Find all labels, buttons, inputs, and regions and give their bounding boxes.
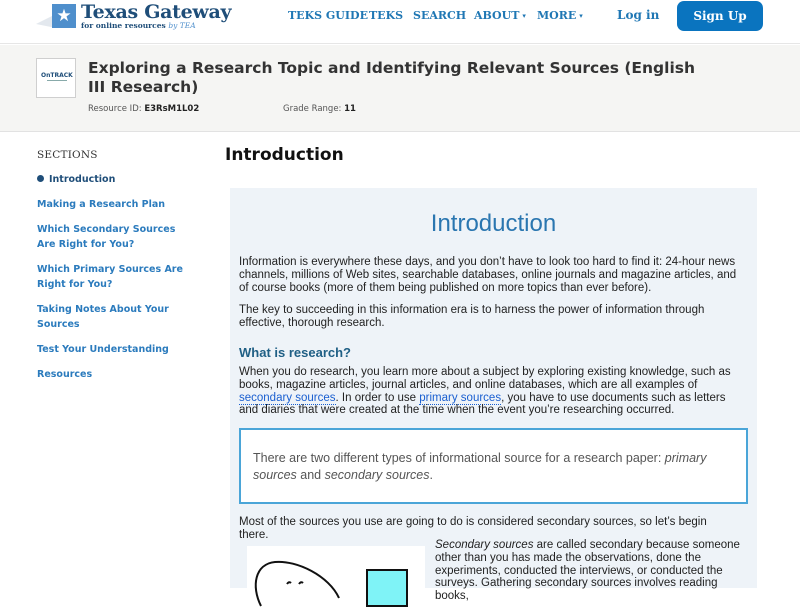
cartoon-drawing	[247, 546, 425, 606]
resource-id: Resource ID: E3RsM1L02	[88, 104, 200, 114]
nav-teks-guide[interactable]: TEKS GUIDE	[288, 9, 368, 22]
nav-more[interactable]: MORE ▾	[537, 9, 583, 22]
texas-gateway-logo[interactable]	[34, 1, 232, 32]
intro-paragraph-1: Information is everywhere these days, and you don’t have to look too hard to find it: 24-hour news channels, millions of Web sites, searchable databases, online journals and magazine articles, and of course books (more of them being published on more topics than ever before).	[239, 256, 737, 294]
page-title: Introduction	[225, 145, 344, 165]
sidebar-item-primary-sources[interactable]: Which Primary Sources Are Right for You?	[37, 264, 183, 290]
sidebar-item-test-understanding[interactable]: Test Your Understanding	[37, 344, 169, 355]
callout-box	[239, 428, 748, 504]
logo-title: Texas Gateway	[81, 1, 232, 23]
resource-header	[0, 45, 800, 132]
sections-heading: SECTIONS	[37, 149, 98, 161]
chevron-down-icon: ▾	[522, 11, 526, 20]
intro-paragraph-2: The key to succeeding in this information era is to harness the power of information through effective, thorough research.	[239, 304, 705, 329]
glossary-link-secondary-sources[interactable]: secondary sources	[239, 391, 336, 404]
sidebar-item-secondary-sources[interactable]: Which Secondary Sources Are Right for You?	[37, 224, 176, 250]
content-panel	[230, 188, 757, 603]
top-navigation	[0, 0, 800, 44]
secondary-sources-paragraph: Secondary sources are called secondary because someone other than you has made the observations, done the experiments, conducted the interviews, or conducted the surveys. Gathering secondary sources involves reading books,	[435, 539, 740, 603]
logo-tagline: for online resources by TEA	[81, 21, 196, 30]
thumbnail-tagline-line	[47, 80, 67, 81]
research-paragraph: When you do research, you learn more about a subject by exploring existing knowledge, such as books, magazine articles, journal articles, and online databases, which are all examples of secondary sources. In order to use primary sources, you have to use documents such as letters and diaries that were created at the time when the event you’re researching occurred.	[239, 366, 731, 417]
chevron-down-icon: ▾	[579, 11, 583, 20]
nav-teks[interactable]: TEKS	[369, 9, 404, 22]
ontrack-logo: OnTRACK	[41, 72, 73, 79]
sidebar-item-introduction[interactable]: Introduction	[37, 172, 207, 187]
grade-range: Grade Range: 11	[283, 104, 356, 114]
callout-text: There are two different types of informational source for a research paper: primary sources and secondary sources.	[253, 451, 707, 482]
star-icon: ★	[52, 4, 76, 28]
secondary-intro-paragraph: Most of the sources you use are going to do is considered secondary sources, so let’s begin there.	[239, 516, 707, 541]
section-heading-what-is-research: What is research?	[239, 345, 351, 360]
resource-title: Exploring a Research Topic and Identifying Relevant Sources (English III Research)	[88, 59, 696, 96]
glossary-link-primary-sources[interactable]: primary sources	[419, 391, 502, 404]
resource-thumbnail	[36, 58, 76, 98]
sidebar-item-resources[interactable]: Resources	[37, 369, 93, 380]
login-link[interactable]: Log in	[617, 8, 660, 22]
sidebar-item-taking-notes[interactable]: Taking Notes About Your Sources	[37, 304, 169, 330]
signup-button[interactable]: Sign Up	[677, 1, 763, 31]
panel-title: Introduction	[430, 210, 557, 237]
nav-search[interactable]: SEARCH	[413, 9, 467, 22]
secondary-sources-illustration	[247, 546, 425, 606]
sidebar-item-making-research-plan[interactable]: Making a Research Plan	[37, 199, 166, 210]
nav-about[interactable]: ABOUT ▾	[474, 9, 526, 22]
active-bullet-icon	[37, 175, 44, 182]
